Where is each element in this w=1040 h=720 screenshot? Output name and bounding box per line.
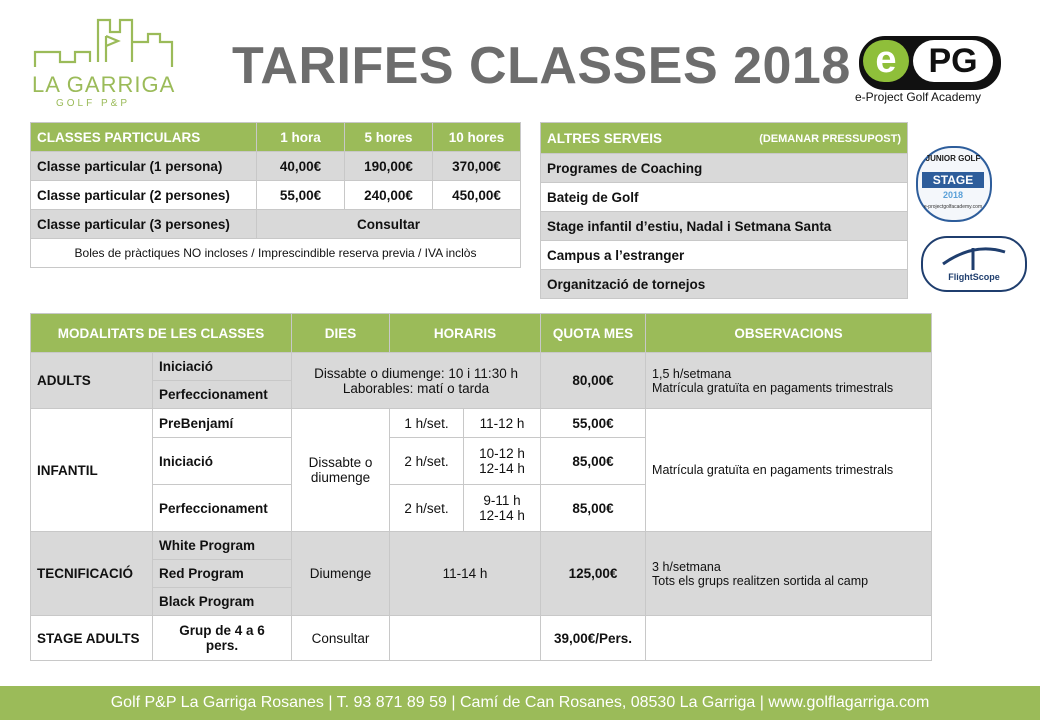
- group-tecnificacio: TECNIFICACIÓ: [31, 532, 153, 616]
- junior-stage-text: STAGE: [922, 172, 984, 188]
- list-item: [541, 270, 908, 299]
- particulars-table: [30, 122, 521, 268]
- list-item: [541, 212, 908, 241]
- table-row: [31, 353, 932, 381]
- level-cell: Iniciació: [153, 353, 292, 381]
- price-cell: 240,00€: [345, 181, 433, 210]
- header-observacions: OBSERVACIONS: [646, 314, 932, 353]
- table-row: [31, 532, 932, 560]
- header-modalitats: MODALITATS DE LES CLASSES: [31, 314, 292, 353]
- tecnificacio-dies: Diumenge: [292, 532, 390, 616]
- header-dies: DIES: [292, 314, 390, 353]
- price-cell: 450,00€: [433, 181, 521, 210]
- header-horaris: HORARIS: [390, 314, 541, 353]
- header-10h: 10 hores: [433, 123, 521, 152]
- header-5h: 5 hores: [345, 123, 433, 152]
- altres-subtitle: (DEMANAR PRESSUPOST): [759, 132, 901, 145]
- level-cell: Red Program: [153, 560, 292, 588]
- level-cell: Perfeccionament: [153, 485, 292, 532]
- infantil-observacions: Matrícula gratuïta en pagaments trimestrals: [646, 409, 932, 532]
- table-row: [31, 616, 932, 661]
- header-quota: QUOTA MES: [541, 314, 646, 353]
- altres-header: [541, 123, 908, 154]
- freq-cell: 1 h/set.: [390, 409, 464, 438]
- junior-url-text: e-projectgolfacademy.com: [923, 204, 983, 210]
- hours-cell: 11-12 h: [464, 409, 541, 438]
- epg-e-mark: e: [863, 40, 909, 82]
- service-item: Programes de Coaching: [541, 154, 908, 183]
- stage-horaris-empty: [390, 616, 541, 661]
- level-cell: White Program: [153, 532, 292, 560]
- adults-observacions: [646, 353, 932, 409]
- quota-cell: 85,00€: [541, 485, 646, 532]
- particulars-title: CLASSES PARTICULARS: [31, 123, 257, 152]
- quota-cell: 55,00€: [541, 409, 646, 438]
- particulars-header-row: [31, 123, 521, 152]
- stage-observacions-empty: [646, 616, 932, 661]
- tecnificacio-horari: 11-14 h: [390, 532, 541, 616]
- row-label: Classe particular (3 persones): [31, 210, 257, 239]
- list-item: [541, 241, 908, 270]
- page-title: TARIFES CLASSES 2018: [232, 37, 851, 95]
- logo-name: LA GARRIGA: [32, 72, 176, 97]
- list-item: [541, 154, 908, 183]
- table-row: [31, 181, 521, 210]
- adults-dies-line1: Dissabte o diumenge: 10 i 11:30 h: [314, 365, 518, 381]
- footer-bar: Golf P&P La Garriga Rosanes | T. 93 871 89 59 | Camí de Can Rosanes, 08530 La Garriga | www.golflagarriga.com: [0, 686, 1040, 720]
- price-cell: 40,00€: [257, 152, 345, 181]
- row-label: Classe particular (1 persona): [31, 152, 257, 181]
- table-row: [31, 239, 521, 268]
- freq-cell: 2 h/set.: [390, 438, 464, 485]
- tecnificacio-observacions: [646, 532, 932, 616]
- row-label: Classe particular (2 persones): [31, 181, 257, 210]
- adults-obs-line2: Matrícula gratuïta en pagaments trimestrals: [652, 380, 894, 395]
- level-cell: Iniciació: [153, 438, 292, 485]
- consult-cell: Consultar: [257, 210, 521, 239]
- modalitats-header-row: [31, 314, 932, 353]
- service-item: Campus a l’estranger: [541, 241, 908, 270]
- adults-dies: [292, 353, 541, 409]
- hours-line: 12-14 h: [479, 461, 525, 476]
- freq-cell: 2 h/set.: [390, 485, 464, 532]
- stage-quota: 39,00€/Pers.: [541, 616, 646, 661]
- stage-group: [153, 616, 292, 661]
- price-cell: 370,00€: [433, 152, 521, 181]
- epg-logo: [855, 34, 1015, 109]
- junior-golf-stage-badge: [916, 146, 990, 220]
- adults-quota: 80,00€: [541, 353, 646, 409]
- la-garriga-logo: [30, 12, 180, 112]
- altres-header-row: [541, 123, 908, 154]
- price-cell: 190,00€: [345, 152, 433, 181]
- table-row: [31, 152, 521, 181]
- altres-title: ALTRES SERVEIS: [547, 130, 663, 146]
- particulars-note: Boles de pràctiques NO incloses / Imprescindible reserva previa / IVA inclòs: [31, 239, 521, 268]
- group-stage-adults: STAGE ADULTS: [31, 616, 153, 661]
- flightscope-text: FlightScope: [948, 272, 1000, 282]
- stage-group-line1: Grup de 4 a 6: [179, 623, 265, 638]
- epg-caption: e-Project Golf Academy: [855, 90, 982, 104]
- level-cell: Black Program: [153, 588, 292, 616]
- tec-obs-line2: Tots els grups realitzen sortida al camp: [652, 573, 869, 588]
- adults-obs-line1: 1,5 h/setmana: [652, 366, 732, 381]
- hours-line: 12-14 h: [479, 508, 525, 523]
- stage-dies: Consultar: [292, 616, 390, 661]
- tec-obs-line1: 3 h/setmana: [652, 559, 721, 574]
- group-adults: ADULTS: [31, 353, 153, 409]
- group-infantil: INFANTIL: [31, 409, 153, 532]
- quota-cell: 85,00€: [541, 438, 646, 485]
- table-row: [31, 210, 521, 239]
- junior-top-text: JUNIOR GOLF: [925, 154, 981, 163]
- modalitats-table: [30, 313, 932, 661]
- hours-cell: [464, 485, 541, 532]
- table-row: [31, 409, 932, 438]
- infantil-dies: Dissabte o diumenge: [292, 409, 390, 532]
- level-cell: PreBenjamí: [153, 409, 292, 438]
- service-item: Stage infantil d’estiu, Nadal i Setmana Santa: [541, 212, 908, 241]
- altres-serveis-table: [540, 122, 908, 299]
- list-item: [541, 183, 908, 212]
- adults-dies-line2: Laborables: matí o tarda: [342, 380, 490, 396]
- junior-year-text: 2018: [942, 190, 964, 200]
- stage-group-line2: pers.: [205, 638, 239, 653]
- price-cell: 55,00€: [257, 181, 345, 210]
- flightscope-logo: [921, 236, 1027, 292]
- epg-pg-mark: PG: [913, 40, 993, 82]
- service-item: Bateig de Golf: [541, 183, 908, 212]
- hours-line: 9-11 h: [483, 493, 521, 508]
- hours-cell: [464, 438, 541, 485]
- tecnificacio-quota: 125,00€: [541, 532, 646, 616]
- flightscope-swoosh-icon: [939, 242, 1009, 272]
- level-cell: Perfeccionament: [153, 381, 292, 409]
- logo-sub: GOLF P&P: [56, 98, 131, 109]
- header-1h: 1 hora: [257, 123, 345, 152]
- hours-line: 10-12 h: [479, 446, 525, 461]
- service-item: Organització de tornejos: [541, 270, 908, 299]
